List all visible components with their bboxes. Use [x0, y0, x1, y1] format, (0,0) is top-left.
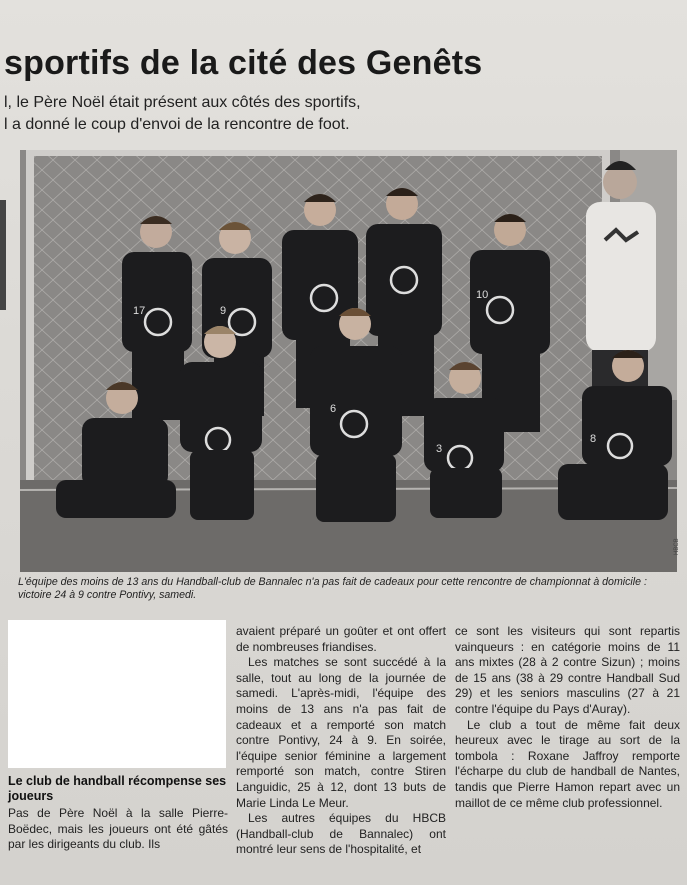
photo-credit: HBCB: [674, 538, 680, 555]
col2-paragraph-1: avaient préparé un goûter et ont offert de nombreuses friandises.: [236, 624, 446, 654]
article-column-2: [236, 624, 446, 858]
player-number: 9: [220, 305, 227, 317]
col2-paragraph-2: Les matches se sont succédé à la salle, tout au long de la journée de samedi. L'après-midi, l'équipe des moins de 13 ans n'a pas fait de cadeaux et a remporté son match contre Pontivy, 24 à 9. En soirée, l'équipe senior féminine a largement remporté son match, contre Stiren Languidic, 25 à 12, dont 13 buts de Marie Linda Le Meur.: [236, 655, 446, 810]
blank-insert: [8, 620, 226, 768]
team-photo: [20, 150, 677, 572]
headline: sportifs de la cité des Genêts: [4, 44, 483, 82]
col2-paragraph-3: Les autres équipes du HBCB (Handball-club de Bannalec) ont montré leur sens de l'hospitalité, et: [236, 811, 446, 857]
article-column-1: [8, 806, 228, 853]
goal-post-left: [26, 150, 34, 490]
col3-paragraph-2: Le club a tout de même fait deux heureux avec le tirage au sort de la tombola : Roxane Jaffroy remporte l'écharpe du club de handball de Nantes, tandis que Pierre Hamon repart avec un maillot de ce même club professionnel.: [455, 717, 680, 810]
player-number: 6: [330, 403, 337, 415]
player-number: 8: [590, 433, 597, 445]
player-number: 17: [133, 305, 146, 317]
player-number: 3: [436, 443, 443, 455]
photo-caption: L'équipe des moins de 13 ans du Handball-club de Bannalec n'a pas fait de cadeaux pour cette rencontre de championnat à domicile : victoire 24 à 9 contre Pontivy, samedi.: [18, 576, 647, 601]
article-kicker: Le club de handball récompense ses joueurs: [8, 774, 227, 803]
team-photo-illustration: [20, 150, 677, 572]
player-number: 10: [476, 289, 489, 301]
adjacent-photo-edge: [0, 200, 6, 310]
article-column-3: [455, 624, 680, 811]
subhead-line-2: l a donné le coup d'envoi de la rencontre de foot.: [4, 116, 350, 133]
col1-paragraph: Pas de Père Noël à la salle Pierre-Boëdec, mais les joueurs ont été gâtés par les dirigeants du club. Ils: [8, 806, 228, 852]
col3-paragraph-1: ce sont les visiteurs qui sont repartis vainqueurs : en catégorie moins de 11 ans mixtes (28 à 2 contre Sizun) ; moins de 15 ans (38 à 29 contre Handball Sud 29) et les seniors masculins (27 à 21 contre l'équipe du Pays d'Auray).: [455, 624, 680, 716]
subhead-line-1: l, le Père Noël était présent aux côtés des sportifs,: [4, 94, 361, 111]
